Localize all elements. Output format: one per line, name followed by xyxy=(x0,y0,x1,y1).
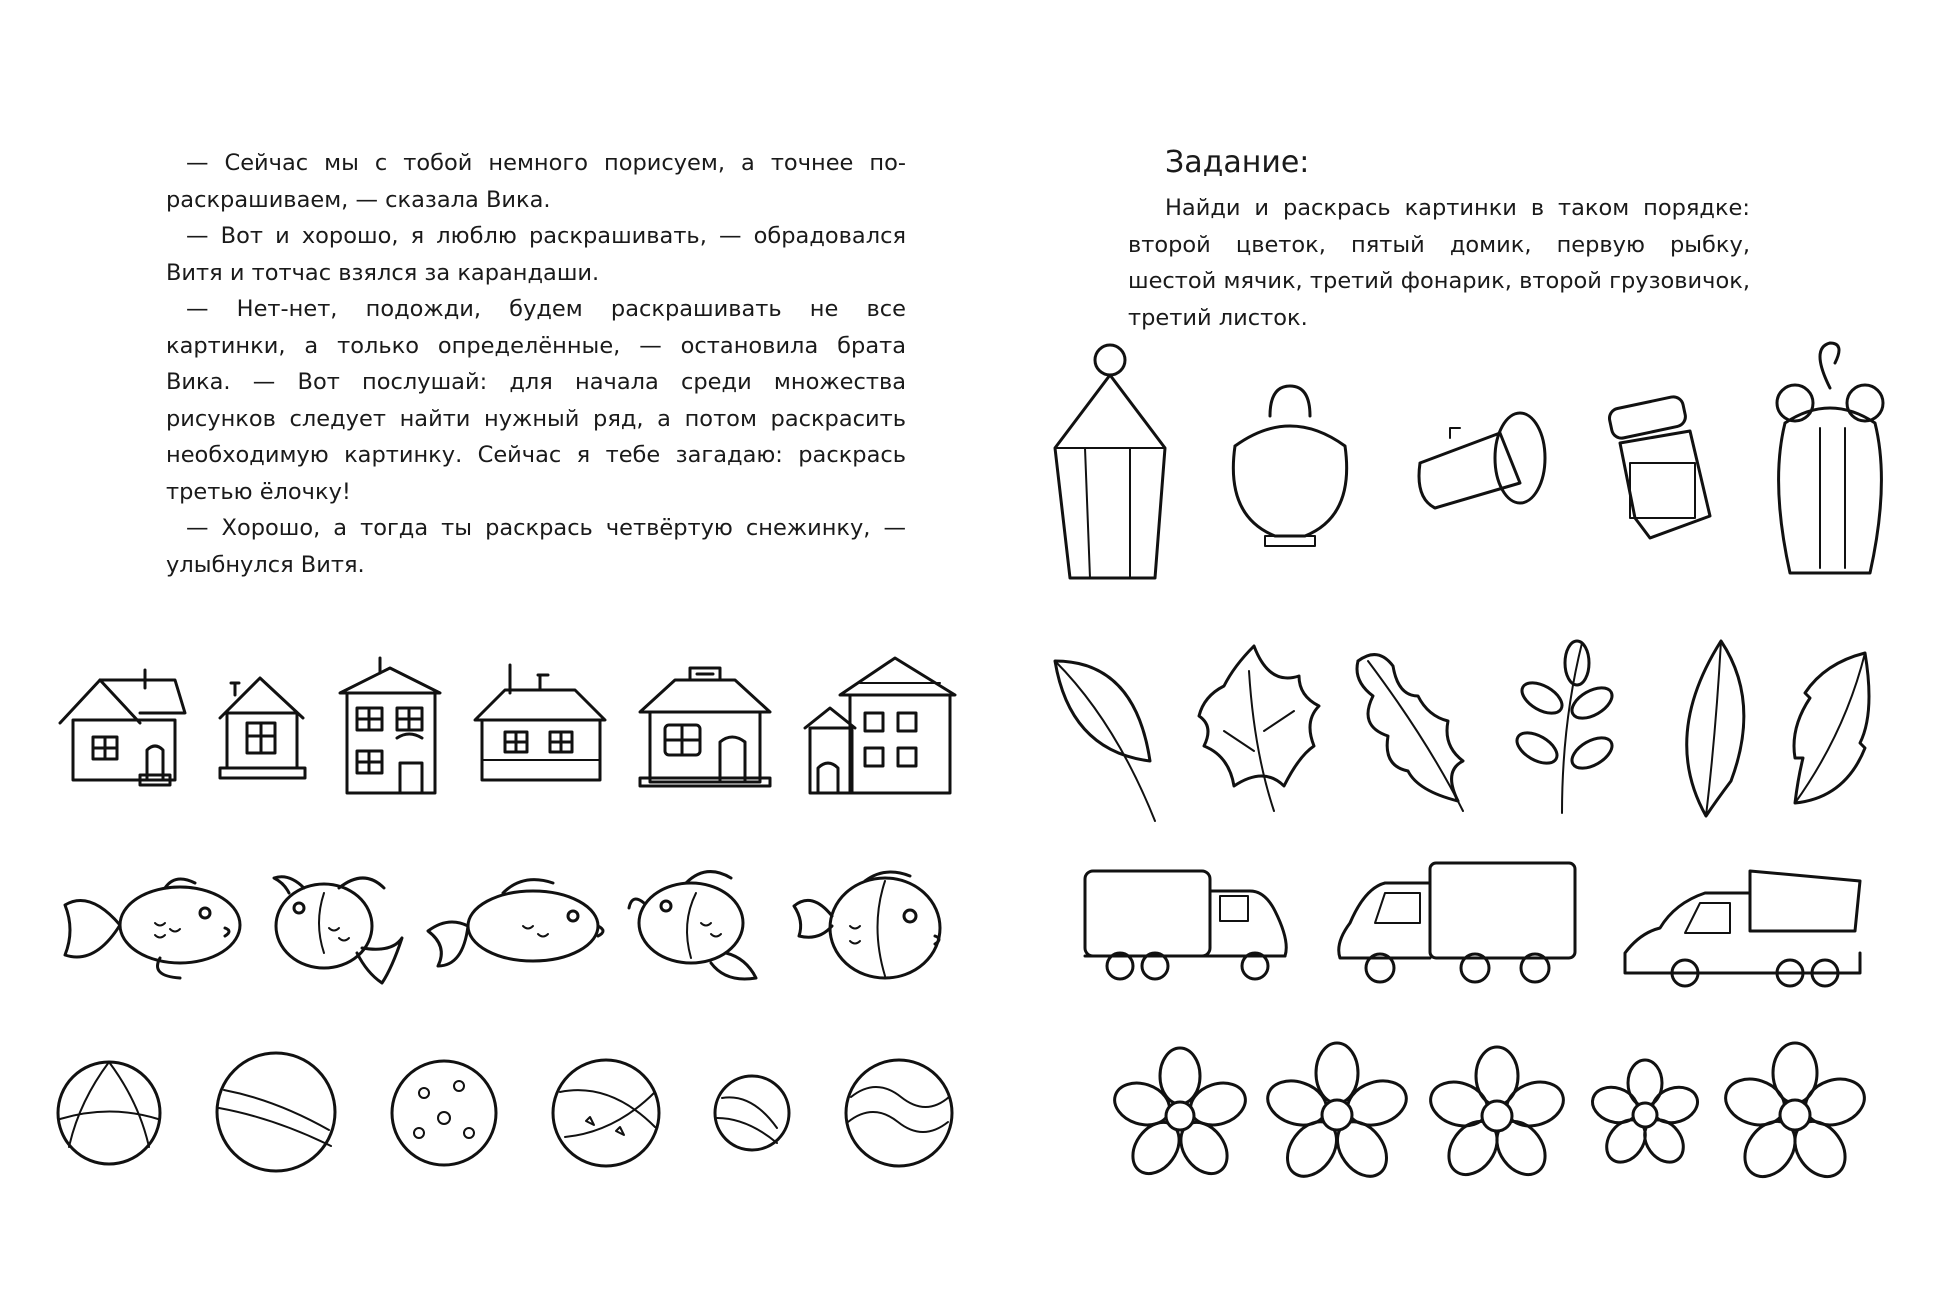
leaf-icon[interactable] xyxy=(1651,636,1751,821)
flower-icon[interactable] xyxy=(1595,1053,1695,1178)
ball-icon[interactable] xyxy=(712,1073,792,1153)
fish-icon[interactable] xyxy=(626,868,776,988)
house-icon[interactable] xyxy=(215,668,310,783)
house-icon[interactable] xyxy=(800,653,960,798)
lantern-icon[interactable] xyxy=(1595,383,1720,543)
fish-row xyxy=(60,858,960,998)
task-title: Задание: xyxy=(1165,145,1310,180)
story-paragraph-2: — Вот и хорошо, я люблю раскрашивать, — обрадовался Витя и тотчас взялся за карандаши. xyxy=(166,223,906,286)
fish-icon[interactable] xyxy=(790,866,960,991)
story-paragraph-3: — Нет-нет, подожди, будем раскрашивать не все картинки, а только определённые, — остановила брата Вика. — Вот послушай: для начала среди множества рисунков следует найти нужный ряд, а потом раскрасить необходимую картинку. Сейчас я тебе загадаю: раскрась третью ёлочку! xyxy=(166,296,906,505)
fish-icon[interactable] xyxy=(423,871,613,986)
house-icon[interactable] xyxy=(635,660,775,790)
ball-icon[interactable] xyxy=(389,1058,499,1168)
flower-icon[interactable] xyxy=(1120,1038,1240,1193)
leaves-row xyxy=(1040,628,1880,828)
house-icon[interactable] xyxy=(335,653,445,798)
story-paragraph-4: — Хорошо, а тогда ты раскрась четвёртую снежинку, — улыбнулся Витя. xyxy=(166,515,906,578)
truck-icon[interactable] xyxy=(1335,858,1580,993)
flower-icon[interactable] xyxy=(1730,1035,1860,1195)
story-paragraph-1: — Сейчас мы с тобой немного порисуем, а точнее по-раскрашиваем, — сказала Вика. xyxy=(166,150,906,213)
story-text xyxy=(166,145,906,583)
houses-row xyxy=(55,645,960,805)
leaf-icon[interactable] xyxy=(1507,638,1617,818)
lantern-icon[interactable] xyxy=(1405,408,1550,518)
ball-icon[interactable] xyxy=(550,1057,662,1169)
leaf-icon[interactable] xyxy=(1040,631,1160,826)
fish-icon[interactable] xyxy=(264,868,409,988)
lantern-icon[interactable] xyxy=(1765,338,1895,588)
balls-row xyxy=(55,1050,955,1175)
leaf-icon[interactable] xyxy=(1194,641,1314,816)
leaf-icon[interactable] xyxy=(1785,648,1880,808)
lanterns-row xyxy=(1045,338,1895,588)
truck-icon[interactable] xyxy=(1080,866,1295,986)
truck-icon[interactable] xyxy=(1620,863,1865,988)
ball-icon[interactable] xyxy=(843,1057,955,1169)
flower-icon[interactable] xyxy=(1275,1035,1400,1195)
flowers-row xyxy=(1120,1035,1860,1195)
leaf-icon[interactable] xyxy=(1348,641,1473,816)
house-icon[interactable] xyxy=(55,665,190,785)
flower-icon[interactable] xyxy=(1435,1038,1560,1193)
trucks-row xyxy=(1080,858,1865,993)
fish-icon[interactable] xyxy=(60,873,250,983)
ball-icon[interactable] xyxy=(214,1050,339,1175)
house-icon[interactable] xyxy=(470,660,610,790)
ball-icon[interactable] xyxy=(55,1059,163,1167)
task-text: Найди и раскрась картинки в таком порядке: второй цветок, пятый домик, первую рыбку, шестой мячик, третий фонарик, второй грузовичок, третий листок. xyxy=(1128,195,1750,331)
lantern-icon[interactable] xyxy=(1045,338,1175,588)
lantern-icon[interactable] xyxy=(1220,376,1360,551)
